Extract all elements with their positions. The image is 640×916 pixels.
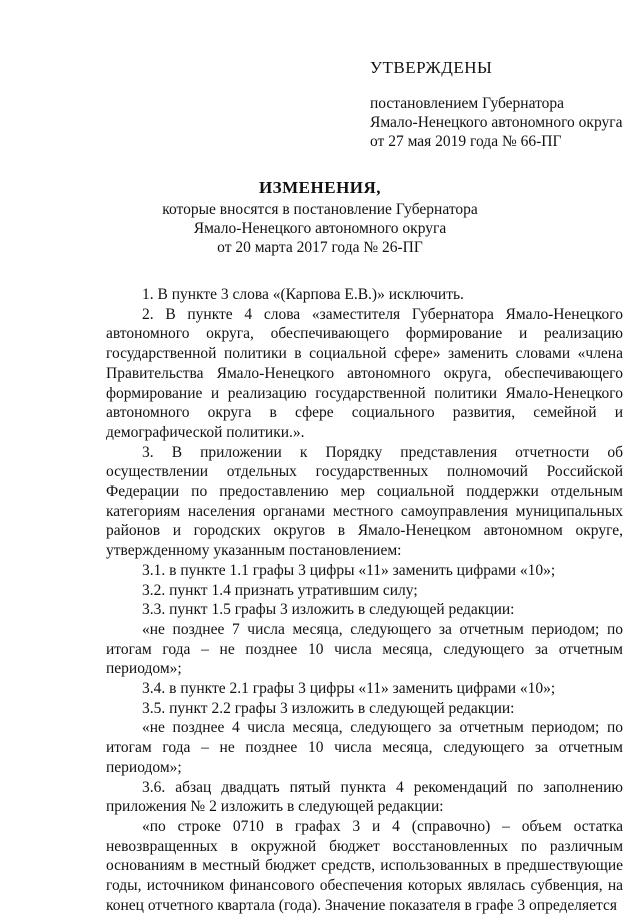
- paragraph-3-6: 3.6. абзац двадцать пятый пункта 4 рекомендаций по заполнению приложения № 2 изложить в следующей редакции:: [106, 778, 623, 816]
- approval-line-1: постановлением Губернатора: [370, 95, 565, 112]
- approval-block: [370, 94, 622, 151]
- approval-line-3: от 27 мая 2019 года № 66-ПГ: [370, 133, 562, 150]
- paragraph-3-4: 3.4. в пункте 2.1 графы 3 цифры «11» заменить цифрами «10»;: [142, 680, 556, 698]
- document-title: ИЗМЕНЕНИЯ,: [258, 178, 382, 197]
- document-body: [106, 285, 623, 916]
- paragraph-3-3-text: «не позднее 7 числа месяца, следующего за отчетным периодом; по итогам года – не позднее 10 числа месяца, следующего за отчетным периодом»;: [106, 620, 623, 678]
- paragraph-3: 3. В приложении к Порядку представления отчетности об осуществлении отдельных государственных полномочий Российской Федерации по предоставлению мер социальной поддержки отдельным категориям населения органами местного самоуправления муниципальных районов и городских округов в Ямало-Ненецком автономном округе, утвержденному указанным постановлением:: [106, 443, 623, 560]
- subtitle-line-3: от 20 марта 2017 года № 26-ПГ: [217, 239, 423, 256]
- approval-title: УТВЕРЖДЕНЫ: [370, 58, 493, 77]
- document-subtitle: [0, 200, 640, 257]
- paragraph-3-3: 3.3. пункт 1.5 графы 3 изложить в следующей редакции:: [142, 601, 515, 619]
- paragraph-3-5-text: «не позднее 4 числа месяца, следующего за отчетным периодом; по итогам года – не позднее 10 числа месяца, следующего за отчетным периодом»;: [106, 719, 623, 776]
- subtitle-line-1: которые вносятся в постановление Губернатора: [162, 201, 478, 218]
- paragraph-3-5: 3.5. пункт 2.2 графы 3 изложить в следующей редакции:: [142, 699, 515, 717]
- paragraph-3-6-text: «по строке 0710 в графах 3 и 4 (справочно) – объем остатка невозвращенных в окружной бюджет восстановленных по различным основаниям в местный бюджет средств, использованных в предшествующие годы, источником финансового обеспечения которых являлась субвенция, на конец отчетного квартала (года). Значение показателя в графе 3 определяется: [106, 817, 623, 914]
- paragraph-1: 1. В пункте 3 слова «(Карпова Е.В.)» исключить.: [142, 286, 464, 303]
- subtitle-line-2: Ямало-Ненецкого автономного округа: [193, 220, 447, 237]
- approval-line-2: Ямало-Ненецкого автономного округа: [370, 114, 623, 131]
- paragraph-3-1: 3.1. в пункте 1.1 графы 3 цифры «11» заменить цифрами «10»;: [142, 561, 556, 579]
- paragraph-3-2: 3.2. пункт 1.4 признать утратившим силу;: [142, 581, 418, 599]
- paragraph-2: 2. В пункте 4 слова «заместителя Губернатора Ямало-Ненецкого автономного округа, обеспечивающего формирование и реализацию государственной политики в социальной сфере» заменить словами «члена Правительства Ямало-Ненецкого автономного округа, обеспечивающего формирование и реализацию государственной политики Ямало-Ненецкого автономного округа в сфере социального развития, семейной и демографической политики.».: [106, 305, 623, 441]
